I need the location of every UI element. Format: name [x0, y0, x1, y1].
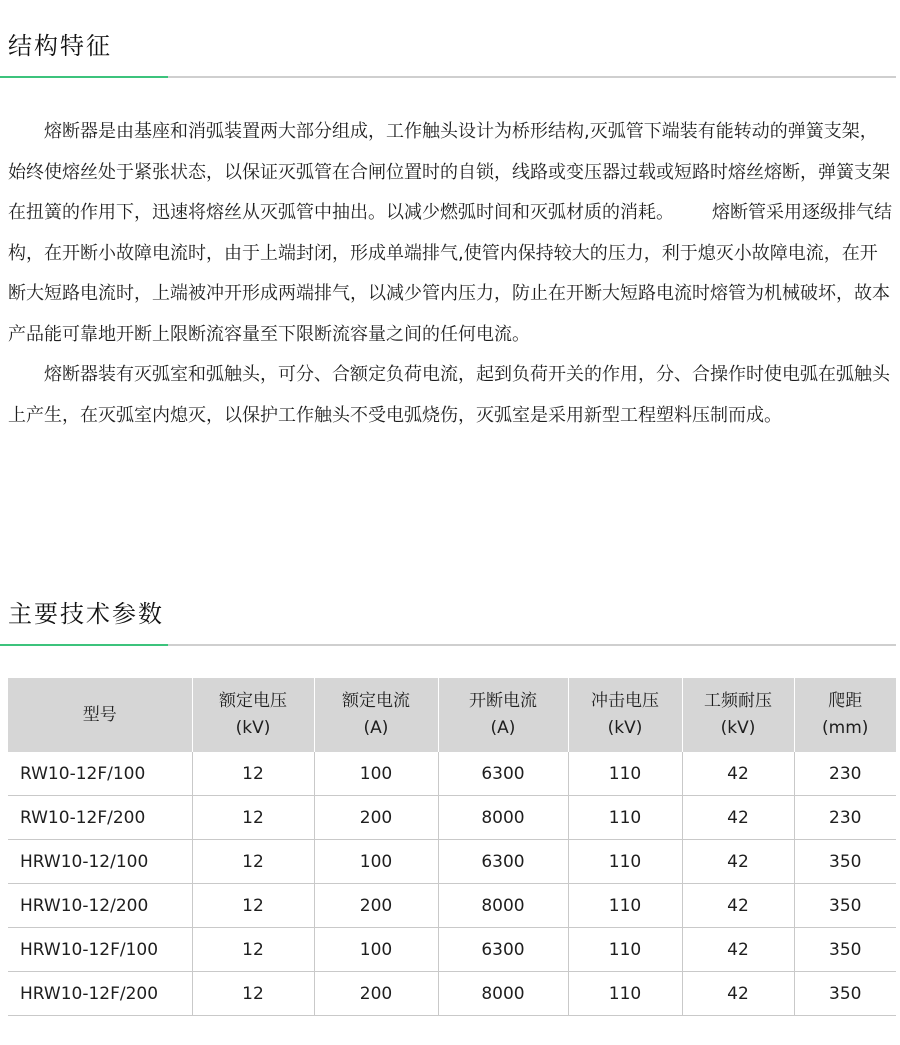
model-cell: RW10-12F/100 — [8, 752, 192, 796]
section-divider-features — [0, 76, 896, 78]
column-unit: (mm) — [822, 718, 869, 738]
technical-parameters-table — [8, 678, 896, 1016]
table-row — [8, 752, 896, 796]
table-row — [8, 972, 896, 1016]
value-cell: 42 — [682, 752, 794, 796]
column-unit: (kV) — [235, 718, 271, 738]
value-cell: 12 — [192, 884, 314, 928]
value-cell: 12 — [192, 796, 314, 840]
value-cell: 42 — [682, 796, 794, 840]
value-cell: 100 — [314, 752, 438, 796]
model-cell: HRW10-12F/200 — [8, 972, 192, 1016]
value-cell: 200 — [314, 796, 438, 840]
value-cell: 350 — [794, 884, 896, 928]
value-cell: 110 — [568, 884, 682, 928]
model-cell: RW10-12F/200 — [8, 796, 192, 840]
col-header-power-frequency-voltage — [682, 678, 794, 752]
model-cell: HRW10-12/200 — [8, 884, 192, 928]
value-cell: 8000 — [438, 972, 568, 1016]
column-unit: (A) — [490, 718, 516, 738]
value-cell: 230 — [794, 752, 896, 796]
column-unit: (kV) — [720, 718, 756, 738]
column-label: 额定电流 — [342, 691, 410, 711]
col-header-rated-voltage — [192, 678, 314, 752]
value-cell: 12 — [192, 840, 314, 884]
column-label: 型号 — [82, 704, 117, 725]
value-cell: 110 — [568, 972, 682, 1016]
features-paragraph-2: 熔断器装有灭弧室和弧触头，可分、合额定负荷电流，起到负荷开关的作用，分、合操作时使电弧在弧触头上产生，在灭弧室内熄灭，以保护工作触头不受电弧烧伤，灭弧室是采用新型工程塑料压制而成。 — [8, 364, 890, 426]
value-cell: 350 — [794, 928, 896, 972]
value-cell: 8000 — [438, 796, 568, 840]
col-header-impulse-voltage — [568, 678, 682, 752]
column-label: 爬距 — [828, 691, 863, 711]
column-label: 额定电压 — [219, 691, 287, 711]
table-row — [8, 840, 896, 884]
column-unit: (kV) — [607, 718, 643, 738]
value-cell: 110 — [568, 928, 682, 972]
col-header-breaking-current — [438, 678, 568, 752]
table-row — [8, 928, 896, 972]
value-cell: 350 — [794, 972, 896, 1016]
section-title-features: 结构特征 — [8, 32, 112, 60]
value-cell: 230 — [794, 796, 896, 840]
value-cell: 200 — [314, 884, 438, 928]
value-cell: 350 — [794, 840, 896, 884]
features-paragraph-1-text: 熔断器是由基座和消弧装置两大部分组成，工作触头设计为桥形结构,灭弧管下端装有能转动的弹簧支架，始终使熔丝处于紧张状态，以保证灭弧管在合闸位置时的自锁，线路或变压器过载或短路时熔丝熔断，弹簧支架在扭簧的作用下，迅速将熔丝从灭弧管中抽出。以减少燃弧时间和灭弧材质的消耗。 — [8, 121, 890, 223]
column-label: 工频耐压 — [704, 691, 772, 711]
value-cell: 12 — [192, 752, 314, 796]
features-paragraph-1 — [8, 112, 892, 355]
value-cell: 6300 — [438, 840, 568, 884]
model-cell: HRW10-12/100 — [8, 840, 192, 884]
value-cell: 42 — [682, 972, 794, 1016]
value-cell: 8000 — [438, 884, 568, 928]
value-cell: 110 — [568, 752, 682, 796]
model-cell: HRW10-12F/100 — [8, 928, 192, 972]
value-cell: 42 — [682, 928, 794, 972]
value-cell: 100 — [314, 840, 438, 884]
col-header-creepage-distance — [794, 678, 896, 752]
table-row — [8, 884, 896, 928]
value-cell: 6300 — [438, 752, 568, 796]
col-header-model — [8, 678, 192, 752]
value-cell: 200 — [314, 972, 438, 1016]
table-body — [8, 752, 896, 1016]
table-header-row — [8, 678, 896, 752]
value-cell: 12 — [192, 972, 314, 1016]
value-cell: 6300 — [438, 928, 568, 972]
value-cell: 100 — [314, 928, 438, 972]
value-cell: 42 — [682, 884, 794, 928]
value-cell: 110 — [568, 840, 682, 884]
value-cell: 42 — [682, 840, 794, 884]
table-row — [8, 796, 896, 840]
value-cell: 12 — [192, 928, 314, 972]
column-unit: (A) — [363, 718, 389, 738]
section-title-params: 主要技术参数 — [8, 600, 164, 628]
column-label: 开断电流 — [469, 691, 537, 711]
value-cell: 110 — [568, 796, 682, 840]
section-divider-params — [0, 644, 896, 646]
col-header-rated-current — [314, 678, 438, 752]
column-label: 冲击电压 — [591, 691, 659, 711]
features-paragraph-1-cont: 熔断管采用逐级排气结构，在开断小故障电流时，由于上端封闭，形成单端排气,使管内保持较大的压力，利于熄灭小故障电流，在开断大短路电流时，上端被冲开形成两端排气，以减少管内压力，防止在开断大短路电流时熔管为机械破坏，故本产品能可靠地开断上限断流容量至下限断流容量之间的任何电流。 — [8, 202, 892, 345]
features-description — [8, 112, 892, 436]
